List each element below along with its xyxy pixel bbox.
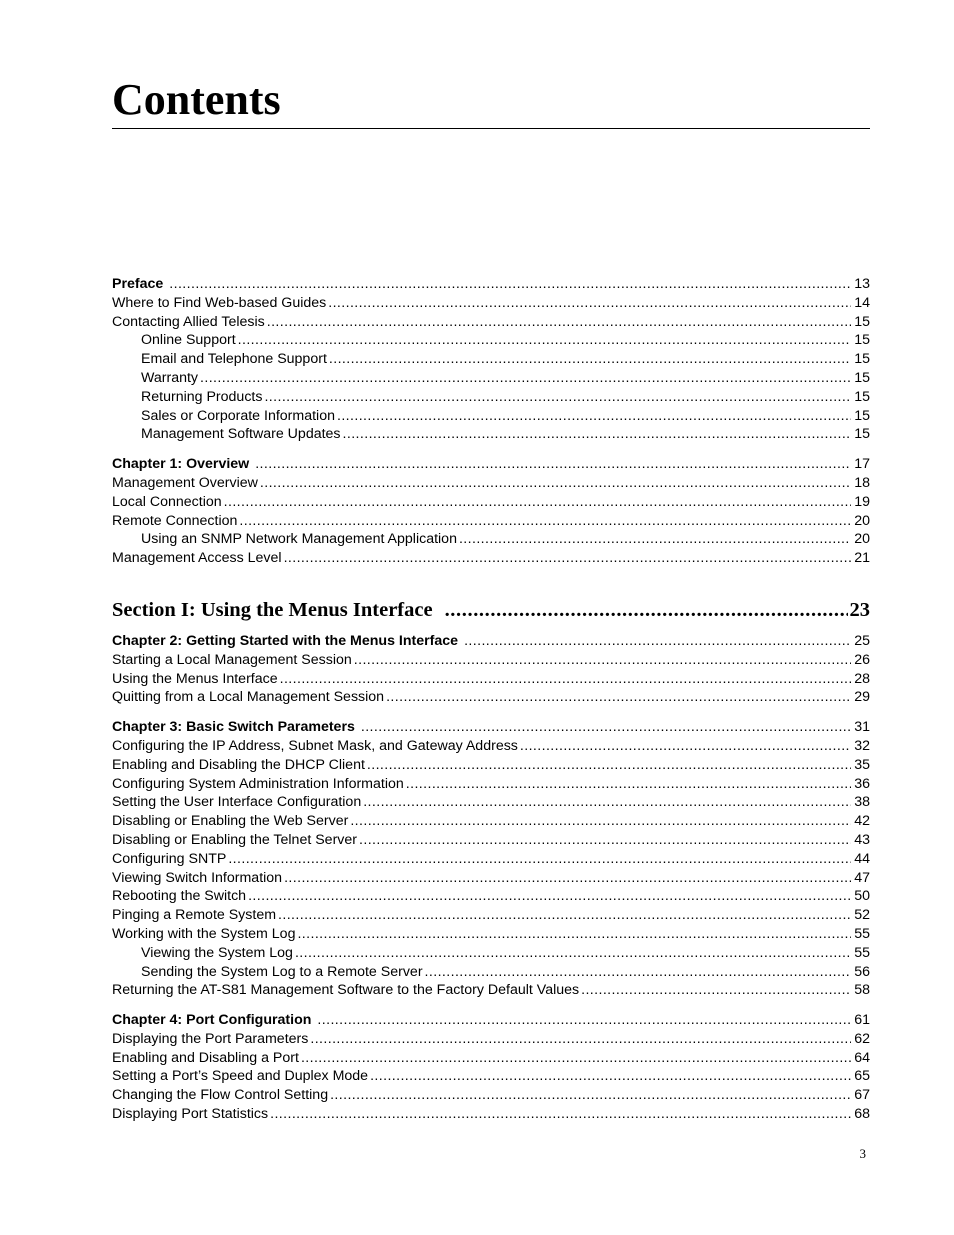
page-title: Contents [112,75,281,124]
dot-leader [270,1105,851,1124]
table-of-contents [112,275,870,1124]
toc-subentry[interactable] [112,407,870,426]
page-number: 3 [859,1146,866,1161]
toc-entry[interactable] [112,869,870,888]
toc-page-number: 14 [854,294,870,311]
toc-page-number: 17 [854,456,870,473]
toc-page-number: 56 [854,963,870,980]
toc-entry-label: Management Software Updates [141,426,341,443]
toc-chapter-entry[interactable] [112,1011,870,1030]
toc-entry[interactable] [112,831,870,850]
toc-entry-label: Chapter 1: Overview [112,456,250,473]
toc-entry-label: Returning Products [141,388,263,405]
toc-page-number: 15 [854,426,870,443]
toc-page-number: 15 [854,407,870,424]
toc-entry[interactable] [112,775,870,794]
toc-entry-label: Chapter 4: Port Configuration [112,1012,312,1029]
toc-entry-label: Preface [112,276,164,292]
toc-entry-label: Configuring SNTP [112,850,227,867]
toc-entry-label: Online Support [141,332,236,349]
toc-page-number: 44 [854,850,870,867]
dot-leader [280,670,852,689]
dot-leader [297,925,851,944]
toc-entry-label: Sales or Corporate Information [141,407,335,424]
dot-leader [459,530,851,549]
toc-subentry[interactable] [112,331,870,350]
dot-leader [520,737,851,756]
dot-leader [350,812,851,831]
toc-page-number: 15 [854,351,870,368]
toc-page-number: 19 [854,493,870,510]
dot-leader [267,313,851,332]
dot-leader [260,474,851,493]
toc-page-number: 50 [854,888,870,905]
toc-entry-label: Starting a Local Management Session [112,651,352,668]
toc-subentry[interactable] [112,530,870,549]
toc-entry[interactable] [112,981,870,1000]
toc-section-entry[interactable] [112,595,870,625]
toc-page-number: 68 [854,1106,870,1123]
toc-page-number: 25 [854,632,870,649]
toc-entry-label: Email and Telephone Support [141,351,327,368]
dot-leader [310,1030,851,1049]
toc-entry-label: Disabling or Enabling the Web Server [112,813,349,830]
toc-subentry[interactable] [112,963,870,982]
dot-leader [228,850,851,869]
toc-page-number: 64 [854,1049,870,1066]
toc-page-number: 26 [854,651,870,668]
toc-entry[interactable] [112,651,870,670]
toc-page-number: 23 [849,598,870,621]
toc-page-number: 13 [854,276,870,292]
toc-subentry[interactable] [112,369,870,388]
toc-page-number: 55 [854,944,870,961]
dot-leader [200,369,851,388]
toc-chapter-entry[interactable] [112,455,870,474]
toc-subentry[interactable] [112,350,870,369]
toc-page-number: 62 [854,1030,870,1047]
toc-page-number: 15 [854,388,870,405]
toc-entry[interactable] [112,474,870,493]
toc-page-number: 43 [854,831,870,848]
toc-entry[interactable] [112,793,870,812]
toc-entry[interactable] [112,812,870,831]
toc-entry-label: Using an SNMP Network Management Application [141,531,457,548]
toc-entry-label: Using the Menus Interface [112,670,278,687]
toc-page-number: 31 [854,719,870,736]
toc-entry-label: Warranty [141,369,199,386]
toc-entry[interactable] [112,1049,870,1068]
toc-entry-label: Displaying Port Statistics [112,1106,269,1123]
toc-page-number: 65 [854,1068,870,1085]
toc-entry-label: Rebooting the Switch [112,888,247,905]
toc-entry-label: Chapter 3: Basic Switch Parameters [112,719,355,736]
toc-page-number: 47 [854,869,870,886]
dot-leader [238,331,852,350]
toc-page-number: 61 [854,1012,870,1029]
toc-entry-label: Chapter 2: Getting Started with the Menus Interface [112,632,459,649]
toc-entry[interactable] [112,512,870,531]
dot-leader [354,651,851,670]
dot-leader [464,632,851,651]
dot-leader [343,425,852,444]
toc-chapter-entry[interactable] [112,275,870,294]
dot-leader [445,595,848,625]
dot-leader [248,887,851,906]
dot-leader [278,906,851,925]
toc-entry[interactable] [112,850,870,869]
toc-entry-label: Enabling and Disabling the DHCP Client [112,756,365,773]
toc-entry[interactable] [112,887,870,906]
toc-entry-label: Viewing the System Log [141,944,293,961]
toc-entry-label: Remote Connection [112,512,238,529]
toc-entry[interactable] [112,737,870,756]
toc-subentry[interactable] [112,944,870,963]
dot-leader [317,1011,851,1030]
toc-entry[interactable] [112,549,870,568]
toc-entry-label: Pinging a Remote System [112,907,277,924]
dot-leader [264,388,851,407]
toc-page-number: 15 [854,332,870,349]
dot-leader [330,1086,851,1105]
toc-entry-label: Changing the Flow Control Setting [112,1087,329,1104]
dot-leader [328,294,851,313]
toc-entry[interactable] [112,756,870,775]
toc-page-number: 15 [854,313,870,330]
toc-entry[interactable] [112,688,870,707]
dot-leader [406,775,851,794]
toc-page-number: 58 [854,982,870,999]
toc-page-number: 20 [854,531,870,548]
title-rule [112,128,870,129]
toc-entry-label: Enabling and Disabling a Port [112,1049,299,1066]
toc-entry-label: Management Overview [112,474,258,491]
toc-page-number: 52 [854,907,870,924]
dot-leader [386,688,851,707]
toc-entry-label: Setting a Port’s Speed and Duplex Mode [112,1068,369,1085]
toc-entry[interactable] [112,925,870,944]
toc-page-number: 36 [854,775,870,792]
toc-page-number: 28 [854,670,870,687]
toc-page-number: 32 [854,737,870,754]
toc-page-number: 67 [854,1087,870,1104]
dot-leader [224,493,852,512]
toc-entry-label: Configuring System Administration Information [112,775,404,792]
dot-leader [329,350,851,369]
toc-entry[interactable] [112,493,870,512]
toc-page-number: 38 [854,794,870,811]
toc-chapter-entry[interactable] [112,632,870,651]
toc-page-number: 42 [854,813,870,830]
toc-entry[interactable] [112,1067,870,1086]
toc-entry-label: Sending the System Log to a Remote Server [141,963,423,980]
toc-entry-label: Viewing Switch Information [112,869,283,886]
toc-entry-label: Displaying the Port Parameters [112,1030,309,1047]
toc-subentry[interactable] [112,425,870,444]
toc-entry[interactable] [112,1030,870,1049]
toc-entry[interactable] [112,1105,870,1124]
toc-entry-label: Configuring the IP Address, Subnet Mask, and Gateway Address [112,737,518,754]
toc-entry-label: Quitting from a Local Management Session [112,689,385,706]
dot-leader [284,549,852,568]
dot-leader [370,1067,851,1086]
dot-leader [295,944,851,963]
dot-leader [337,407,851,426]
toc-entry-label: Returning the AT-S81 Management Software to the Factory Default Values [112,982,580,999]
toc-entry-label: Setting the User Interface Configuration [112,794,362,811]
dot-leader [425,963,852,982]
toc-entry[interactable] [112,906,870,925]
dot-leader [169,275,851,294]
toc-entry-label: Local Connection [112,493,222,510]
toc-entry-label: Where to Find Web-based Guides [112,294,327,311]
dot-leader [367,756,851,775]
dot-leader [581,981,851,1000]
toc-subentry[interactable] [112,388,870,407]
toc-entry-label: Working with the System Log [112,925,296,942]
dot-leader [301,1049,851,1068]
dot-leader [239,512,851,531]
toc-entry[interactable] [112,1086,870,1105]
toc-entry-label: Disabling or Enabling the Telnet Server [112,831,358,848]
toc-page-number: 35 [854,756,870,773]
dot-leader [284,869,851,888]
toc-page-number: 15 [854,369,870,386]
dot-leader [361,718,851,737]
toc-entry[interactable] [112,670,870,689]
toc-entry[interactable] [112,313,870,332]
toc-page-number: 20 [854,512,870,529]
toc-page-number: 18 [854,474,870,491]
toc-chapter-entry[interactable] [112,718,870,737]
toc-page-number: 29 [854,689,870,706]
toc-entry-label: Management Access Level [112,550,282,567]
toc-entry-label: Section I: Using the Menus Interface [112,598,433,621]
toc-page-number: 21 [854,550,870,567]
dot-leader [255,455,851,474]
toc-page-number: 55 [854,925,870,942]
toc-entry-label: Contacting Allied Telesis [112,313,265,330]
dot-leader [359,831,851,850]
toc-entry[interactable] [112,294,870,313]
dot-leader [363,793,851,812]
